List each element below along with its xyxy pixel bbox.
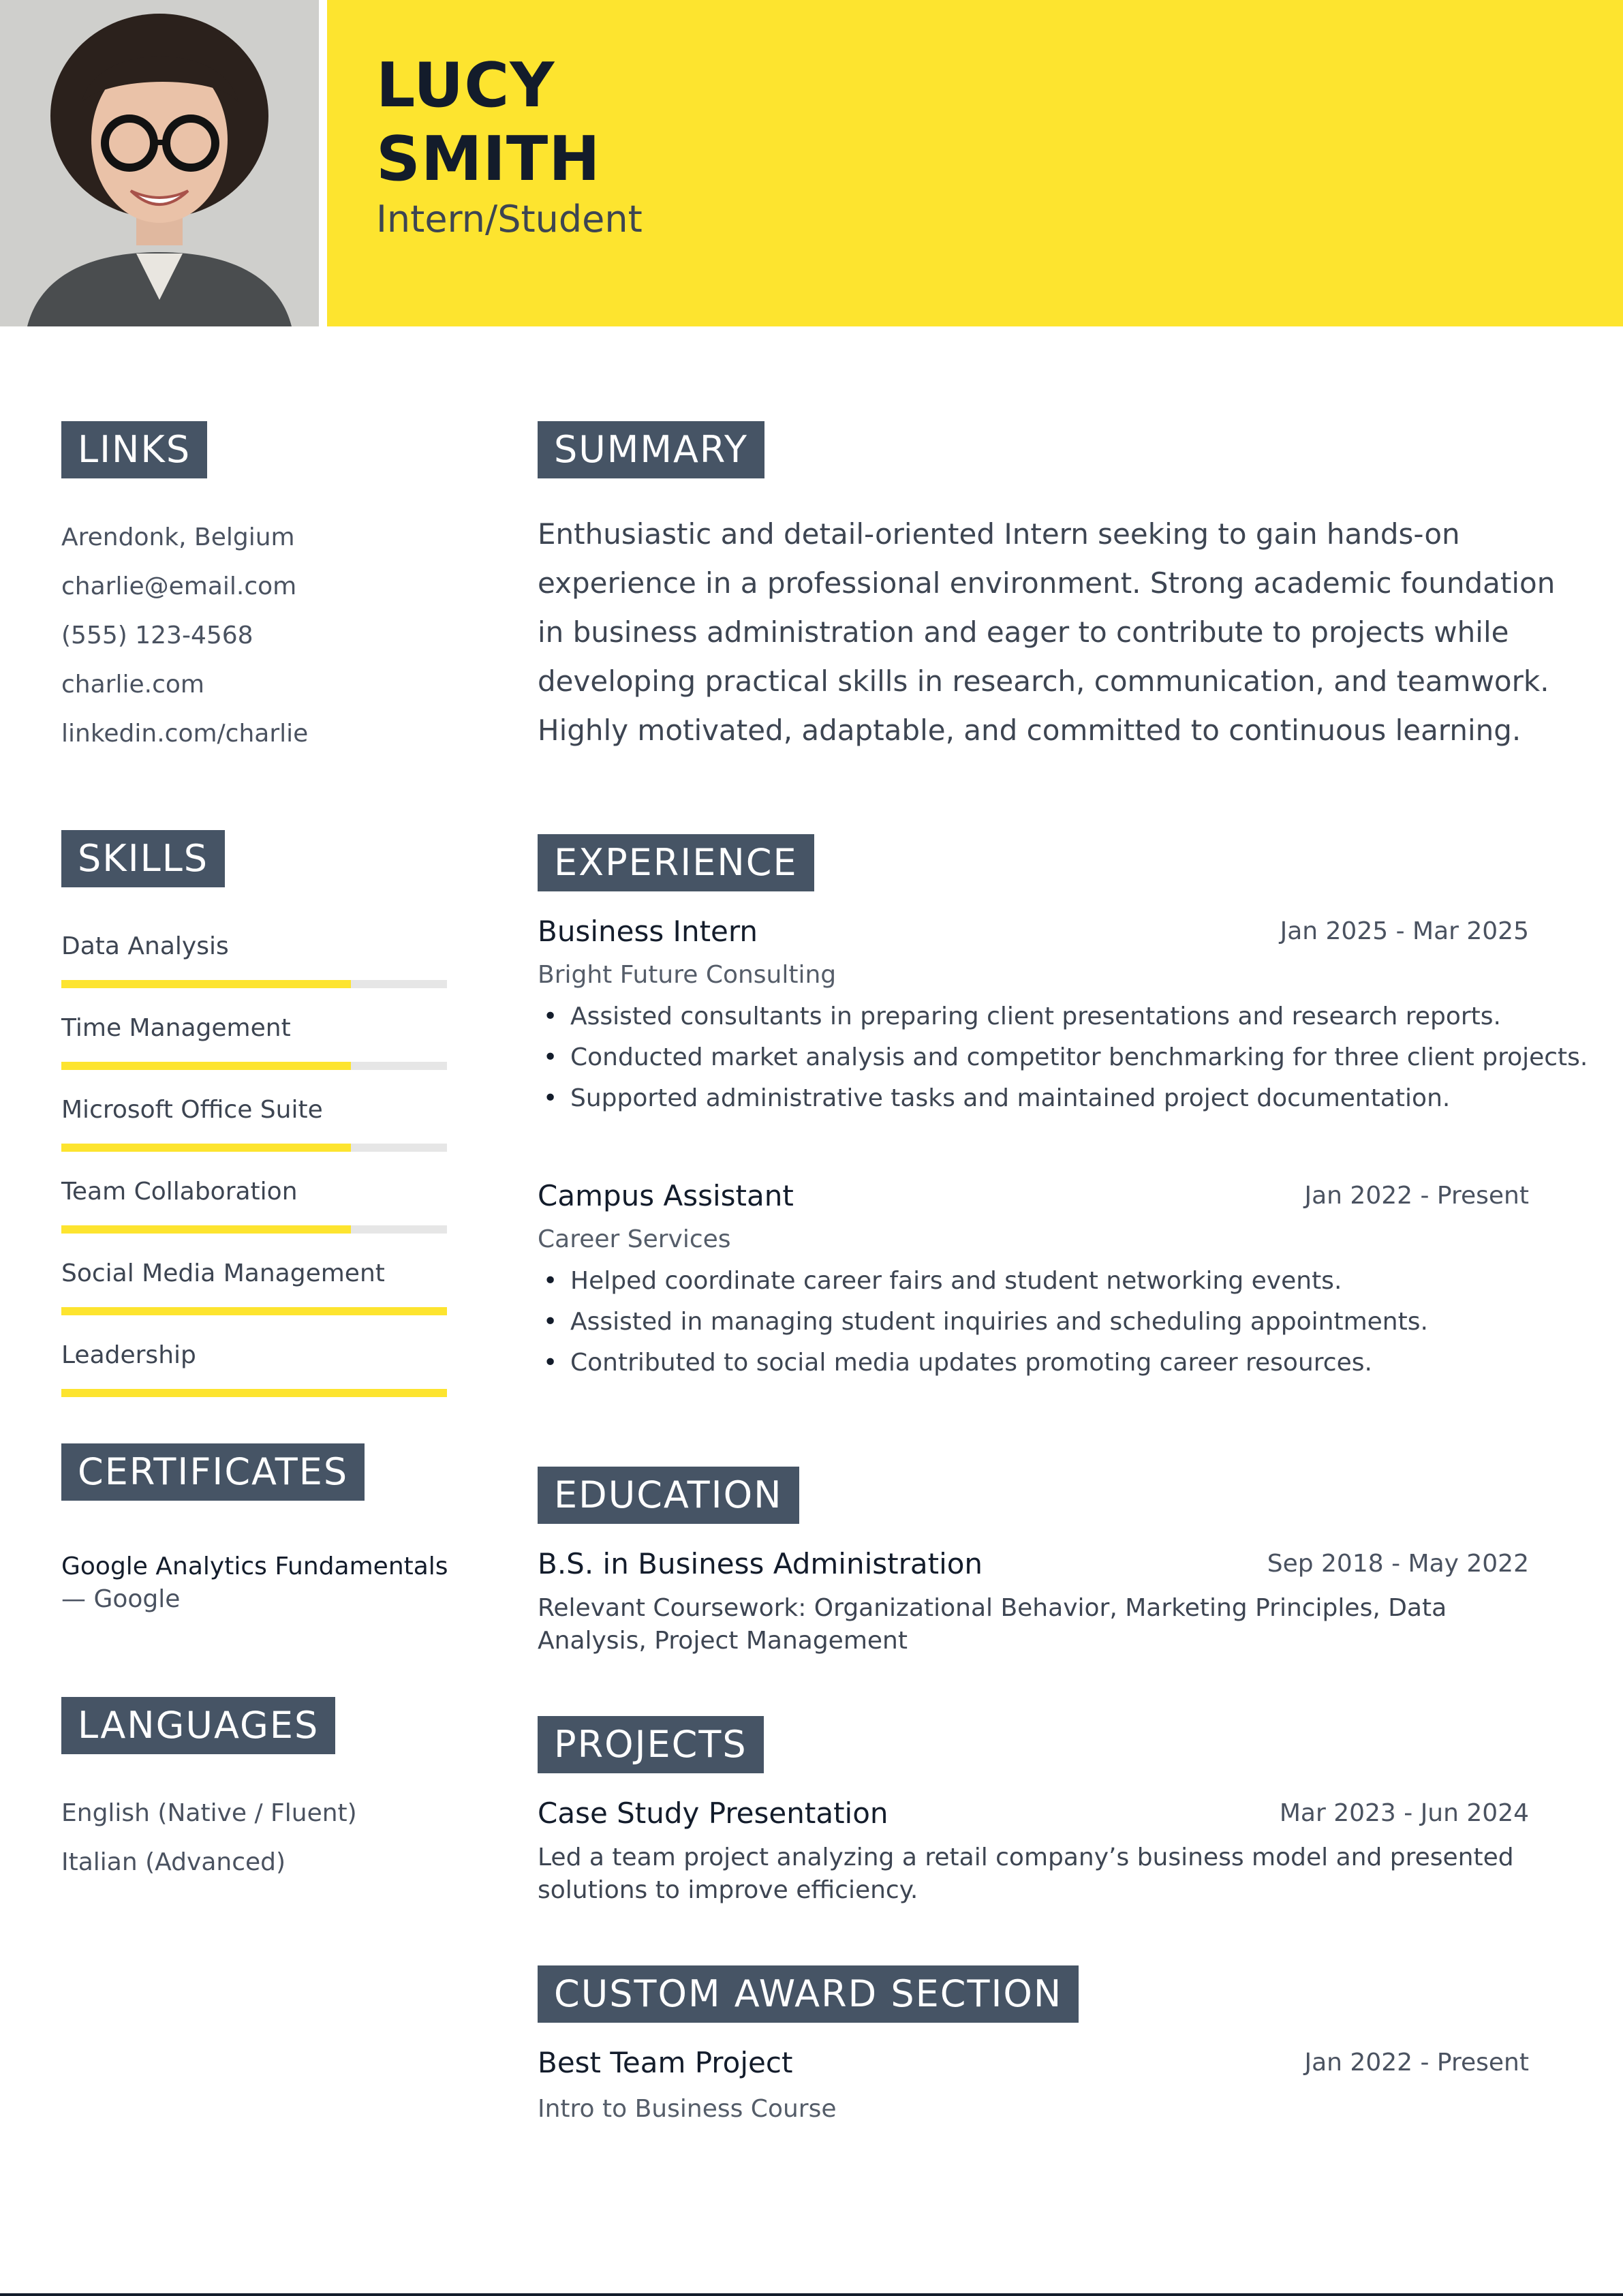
skill-bar-fill [61, 980, 351, 988]
skill-bar-fill [61, 1307, 447, 1315]
project-title: Case Study Presentation [538, 1796, 888, 1830]
job-bullet: • Helped coordinate career fairs and student networking events. [538, 1261, 1428, 1302]
degree-title: B.S. in Business Administration [538, 1547, 983, 1580]
skill-bar-track [61, 1307, 447, 1315]
skill-bar-track [61, 1144, 447, 1152]
skill-name: Data Analysis [61, 932, 229, 960]
link-email[interactable]: charlie@email.com [61, 572, 297, 600]
job-bullet: • Assisted consultants in preparing client presentations and research reports. [538, 996, 1588, 1037]
certificate-issuer: — Google [61, 1585, 181, 1613]
experience-heading: EXPERIENCE [538, 834, 814, 891]
award-title: Best Team Project [538, 2046, 793, 2079]
profile-photo [0, 0, 319, 326]
certificates-heading: CERTIFICATES [61, 1443, 365, 1501]
degree-date: Sep 2018 - May 2022 [1267, 1550, 1529, 1578]
skill-name: Microsoft Office Suite [61, 1096, 323, 1124]
languages-heading: LANGUAGES [61, 1697, 335, 1754]
awards-heading: CUSTOM AWARD SECTION [538, 1965, 1079, 2023]
projects-heading: PROJECTS [538, 1716, 764, 1773]
skills-heading: SKILLS [61, 830, 225, 887]
summary-heading: SUMMARY [538, 421, 764, 478]
skill-bar-track [61, 980, 447, 988]
links-heading: LINKS [61, 421, 207, 478]
candidate-role: Intern/Student [376, 198, 643, 241]
award-date: Jan 2022 - Present [1304, 2049, 1529, 2077]
language-item: English (Native / Fluent) [61, 1799, 357, 1827]
skill-bar-fill [61, 1225, 351, 1234]
job-company: Bright Future Consulting [538, 961, 837, 989]
job-company: Career Services [538, 1225, 731, 1253]
education-heading: EDUCATION [538, 1467, 799, 1524]
job-bullets [538, 1261, 1428, 1383]
project-date: Mar 2023 - Jun 2024 [1279, 1799, 1529, 1827]
job-date: Jan 2022 - Present [1304, 1182, 1529, 1210]
skill-name: Team Collaboration [61, 1178, 298, 1206]
award-context: Intro to Business Course [538, 2095, 837, 2123]
link-location: Arendonk, Belgium [61, 523, 295, 551]
skill-bar-fill [61, 1144, 351, 1152]
job-bullet: • Conducted market analysis and competitor benchmarking for three client projects. [538, 1037, 1588, 1078]
degree-coursework: Relevant Coursework: Organizational Behavior, Marketing Principles, Data Analysis, Project Management [538, 1594, 1447, 1655]
portrait-illustration [0, 0, 319, 326]
link-linkedin[interactable]: linkedin.com/charlie [61, 720, 309, 748]
link-phone[interactable]: (555) 123-4568 [61, 622, 253, 649]
project-description: Led a team project analyzing a retail company’s business model and presented solutions to improve efficiency. [538, 1843, 1514, 1904]
skill-bar-track [61, 1062, 447, 1070]
summary-text: Enthusiastic and detail-oriented Intern seeking to gain hands-on experience in a professional environment. Strong academic foundation in business administration and eager to contribute to projects while developing practical skills in research, communication, and teamwork. Highly motivated, adaptable, and committed to continuous learning. [538, 517, 1556, 747]
job-title: Campus Assistant [538, 1179, 794, 1212]
first-name: LUCY [376, 50, 555, 121]
job-title: Business Intern [538, 915, 758, 948]
job-date: Jan 2025 - Mar 2025 [1280, 917, 1529, 945]
job-bullet: • Supported administrative tasks and maintained project documentation. [538, 1078, 1588, 1119]
skill-bar-track [61, 1389, 447, 1397]
language-item: Italian (Advanced) [61, 1848, 286, 1876]
job-bullet: • Assisted in managing student inquiries and scheduling appointments. [538, 1302, 1428, 1343]
skill-name: Time Management [61, 1014, 291, 1042]
skill-name: Social Media Management [61, 1259, 385, 1287]
link-website[interactable]: charlie.com [61, 671, 204, 699]
candidate-name [376, 49, 601, 196]
skill-bar-fill [61, 1389, 447, 1397]
last-name: SMITH [376, 123, 601, 195]
skill-bar-fill [61, 1062, 351, 1070]
bottom-rule [0, 2293, 1623, 2296]
certificate-title: Google Analytics Fundamentals [61, 1552, 448, 1580]
skill-bar-track [61, 1225, 447, 1234]
job-bullets [538, 996, 1588, 1119]
job-bullet: • Contributed to social media updates promoting career resources. [538, 1343, 1428, 1383]
skill-name: Leadership [61, 1341, 196, 1369]
